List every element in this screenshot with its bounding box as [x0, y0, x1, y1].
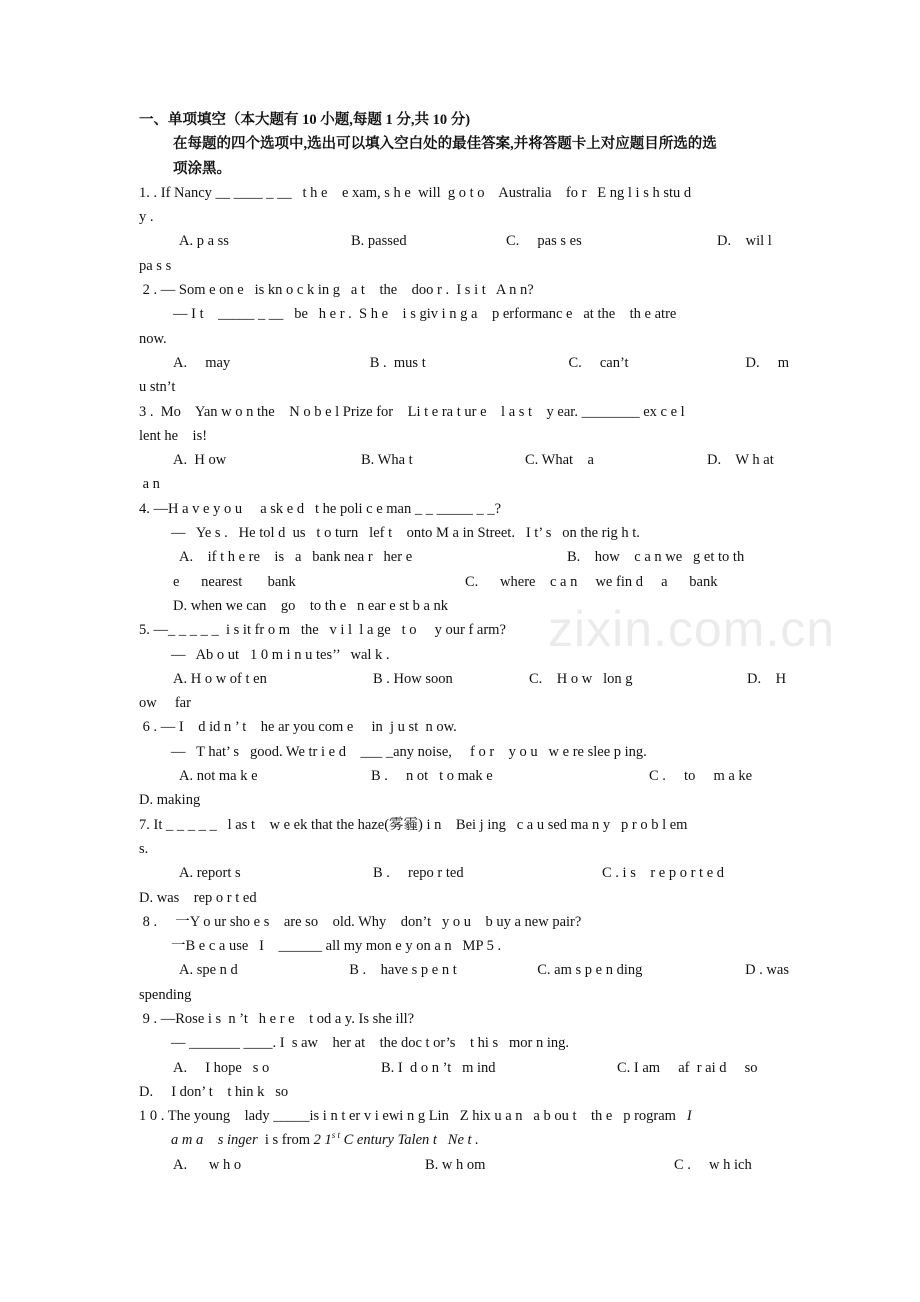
question-stem: 3 . Mo Yan w o n the N o b e l Prize for Li t e ra t ur e l a s t y ear. ________ ex c e l — [139, 403, 685, 420]
option-c: C . to m a ke — [649, 768, 753, 785]
question-stem-cont: 一B e c a use I ______ all my mon e y on a n MP 5 . — [171, 938, 502, 955]
option-d: D. wil l — [717, 233, 772, 250]
option-d: D . was — [745, 962, 789, 979]
option-b: B . repo r ted — [373, 865, 464, 882]
program-name-part: C entury Talen t Ne t . — [339, 1132, 479, 1149]
option-b: B. I d o n ’t m ind — [381, 1059, 496, 1076]
question-9 — [139, 1007, 789, 1104]
question-stem-text: i s from — [257, 1132, 314, 1149]
option-b: B. Wha t — [361, 452, 413, 469]
option-d: D. was rep o r t ed — [139, 889, 257, 906]
option-a: A. H ow — [173, 452, 227, 469]
question-stem-cont — [139, 1128, 789, 1152]
option-c: C. am s p e n ding — [537, 962, 643, 979]
option-b-cont: e nearest bank — [173, 573, 296, 590]
question-stem-cont: s. — [139, 840, 149, 857]
question-2 — [139, 278, 789, 399]
option-c: C. pas s es — [506, 233, 582, 250]
options-row — [139, 351, 789, 375]
option-d-cont: spending — [139, 986, 192, 1003]
question-stem-cont: lent he is! — [139, 427, 208, 444]
option-a: A. I hope s o — [173, 1059, 270, 1076]
option-d: D. m — [745, 354, 789, 371]
question-stem-cont: — _______ ____. I s aw her at the doc t or’s t hi s mor n ing. — [171, 1035, 570, 1052]
option-c: C. H o w lon g — [529, 670, 633, 687]
question-7 — [139, 813, 789, 910]
option-d: D. W h at — [707, 452, 774, 469]
question-3 — [139, 400, 789, 497]
question-stem-cont: — Ye s . He tol d us t o turn lef t onto M a in Street. I t’ s on the rig h t. — [171, 525, 640, 542]
option-b: B . n ot t o mak e — [371, 768, 493, 785]
question-stem: 8 . 一Y o ur sho e s are so old. Why don’t y o u b uy a new pair? — [139, 913, 582, 930]
options-row — [139, 229, 789, 253]
option-c: C. can’t — [568, 354, 629, 371]
section-title: 一、单项填空（本大题有 10 小题,每题 1 分,共 10 分) — [139, 112, 471, 128]
question-10 — [139, 1104, 789, 1177]
question-stem: 9 . —Rose i s n ’t h e r e t od a y. Is she ill? — [139, 1010, 415, 1027]
program-name-part: a m a s inger — [171, 1132, 258, 1149]
option-d: D. I don’ t t hin k so — [139, 1083, 289, 1100]
question-stem-cont: — I t _____ _ __ be h e r . S h e i s giv i n g a p erformanc e at the th e atre — [173, 306, 677, 323]
options-row — [139, 764, 789, 788]
question-4 — [139, 497, 789, 618]
section-instruction: 在每题的四个选项中,选出可以填入空白处的最佳答案,并将答题卡上对应题目所选的选 — [173, 136, 717, 153]
option-c: C. where c a n we fin d a bank — [465, 573, 718, 590]
option-a: A. report s — [179, 865, 241, 882]
options-row — [139, 861, 789, 885]
watermark: zixin.com.cn — [548, 601, 836, 657]
option-a: A. not ma k e — [179, 768, 258, 785]
options-row — [139, 570, 789, 594]
exam-page — [139, 108, 789, 1177]
option-b: B . How soon — [373, 670, 453, 687]
option-d-cont: u stn’t — [139, 379, 176, 396]
question-stem: 4. —H a v e y o u a sk e d t he poli c e man _ _ _____ _ _? — [139, 500, 502, 517]
options-row — [139, 1153, 789, 1177]
option-c: C . i s r e p o r t e d — [602, 865, 725, 882]
option-c: C. What a — [525, 452, 594, 469]
option-d-cont: ow far — [139, 695, 191, 712]
option-d: D. making — [139, 792, 201, 809]
question-stem-text: 1 0 . The young lady _____is i n t er v i ewi n g Lin Z hix u a n a b ou t th e p rogram — [139, 1108, 676, 1125]
option-d: D. H — [747, 670, 787, 687]
option-b: B. passed — [351, 233, 407, 250]
option-d-cont: pa s s — [139, 257, 172, 274]
question-stem-italic: I — [686, 1108, 692, 1125]
question-stem-cont: — T hat’ s good. We tr i e d ___ _any noise, f o r y o u w e re slee p ing. — [171, 743, 647, 760]
option-b: B. w h om — [425, 1156, 486, 1173]
option-a: A. if t h e re is a bank nea r her e — [179, 549, 413, 566]
question-6 — [139, 715, 789, 812]
option-a: A. may — [173, 354, 231, 371]
option-b: B . mus t — [369, 354, 426, 371]
option-d: D. when we can go to th e n ear e st b a nk — [173, 597, 449, 614]
question-stem: 5. —_ _ _ _ _ i s it fr o m the v i l l a ge t o y our f arm? — [139, 622, 506, 639]
section-instruction-cont: 项涂黑。 — [173, 160, 231, 177]
options-row — [139, 545, 789, 569]
option-a: A. w h o — [173, 1156, 242, 1173]
question-stem: 6 . — I d id n ’ t he ar you com e in j u st n ow. — [139, 719, 457, 736]
option-c: C. I am af r ai d so — [617, 1059, 758, 1076]
question-8 — [139, 910, 789, 1007]
options-row — [139, 667, 789, 691]
option-b: B . have s p e n t — [349, 962, 457, 979]
question-stem-cont: — Ab o ut 1 0 m i n u tes’’ wal k . — [171, 646, 390, 663]
question-5 — [139, 618, 789, 715]
program-name-part: 2 1 — [313, 1132, 332, 1149]
question-stem — [139, 1104, 789, 1128]
option-a: A. p a ss — [179, 233, 229, 250]
option-b: B. how c a n we g et to th — [567, 549, 745, 566]
options-row — [139, 958, 789, 982]
ordinal-suffix: s t — [331, 1130, 340, 1141]
question-stem-cont: now. — [139, 330, 167, 347]
options-row — [139, 1056, 789, 1080]
option-a: A. H o w of t en — [173, 670, 267, 687]
options-row — [139, 448, 789, 472]
option-c: C . w h ich — [674, 1156, 752, 1173]
question-stem: 7. It _ _ _ _ _ l as t w e ek that the haze(雾霾) i n Bei j ing c a u sed ma n y p r o b l em — [139, 816, 688, 833]
question-stem-cont: y . — [139, 209, 154, 226]
question-1 — [139, 181, 789, 278]
question-stem: 1. . If Nancy __ ____ _ __ t h e e xam, s h e will g o t o Australia fo r E ng l i s h stu d — [139, 184, 692, 201]
option-a: A. spe n d — [179, 962, 238, 979]
option-d-cont: a n — [139, 476, 160, 493]
question-stem: 2 . — Som e on e is kn o c k in g a t the doo r . I s i t A n n? — [139, 282, 534, 299]
